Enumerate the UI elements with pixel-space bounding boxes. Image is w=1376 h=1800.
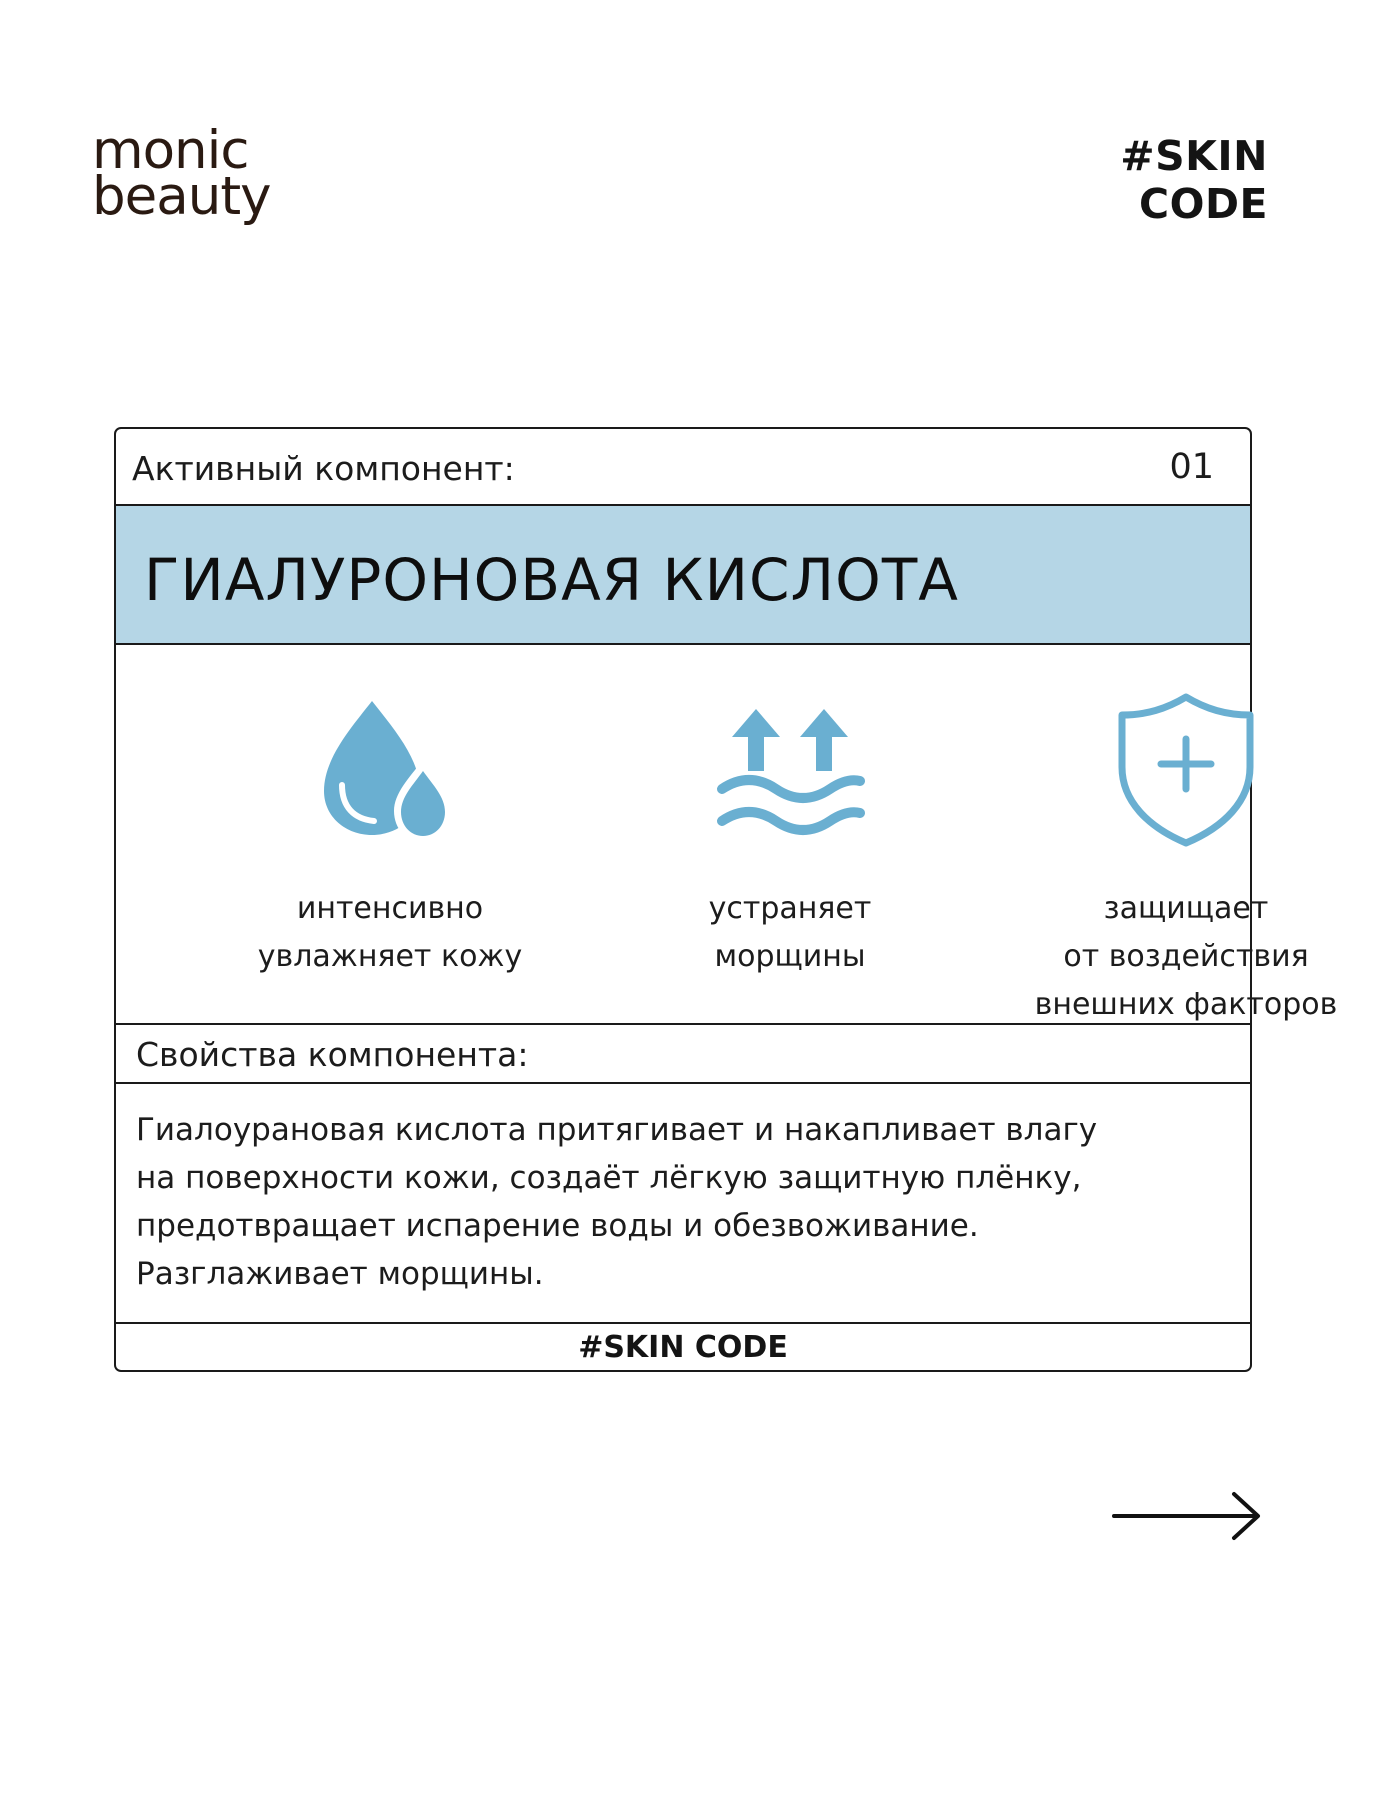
features-row bbox=[116, 645, 1338, 1025]
feature-protect-text: защищает от воздействия внешних факторов bbox=[1034, 891, 1338, 1022]
description-text: Гиалоурановая кислота притягивает и накапливает влагу на поверхности кожи, создаёт лёгкую защитную плёнку, предотвращает испарение воды и обезвоживание. Разглаживает морщины. bbox=[136, 1112, 1098, 1292]
brand-logo-line1: monic bbox=[92, 120, 249, 181]
description-row bbox=[116, 1084, 1250, 1324]
arrow-right-icon[interactable] bbox=[1112, 1490, 1262, 1542]
card-footer-tag: #SKIN CODE bbox=[578, 1330, 788, 1365]
skin-code-tag bbox=[1120, 132, 1268, 228]
shield-plus-icon bbox=[1106, 689, 1266, 849]
skin-code-tag-line1: #SKIN bbox=[1120, 132, 1268, 180]
feature-moisturize-text: интенсивно увлажняет кожу bbox=[257, 891, 523, 974]
card-header-row bbox=[116, 429, 1250, 506]
skin-code-tag-line2: CODE bbox=[1139, 180, 1268, 228]
properties-label: Свойства компонента: bbox=[136, 1035, 529, 1074]
brand-logo bbox=[92, 120, 271, 227]
ingredient-title: ГИАЛУРОНОВАЯ КИСЛОТА bbox=[144, 546, 959, 614]
water-drops-icon bbox=[310, 689, 470, 849]
properties-row bbox=[116, 1025, 1250, 1084]
title-band bbox=[116, 506, 1250, 645]
active-component-label: Активный компонент: bbox=[132, 449, 515, 488]
card-footer-row bbox=[116, 1324, 1250, 1374]
ingredient-card bbox=[114, 427, 1338, 1372]
feature-wrinkles-text: устраняет морщины bbox=[708, 891, 872, 974]
brand-logo-line2: beauty bbox=[92, 166, 271, 227]
card-number: 01 bbox=[1169, 447, 1214, 487]
rising-waves-icon bbox=[710, 689, 870, 849]
